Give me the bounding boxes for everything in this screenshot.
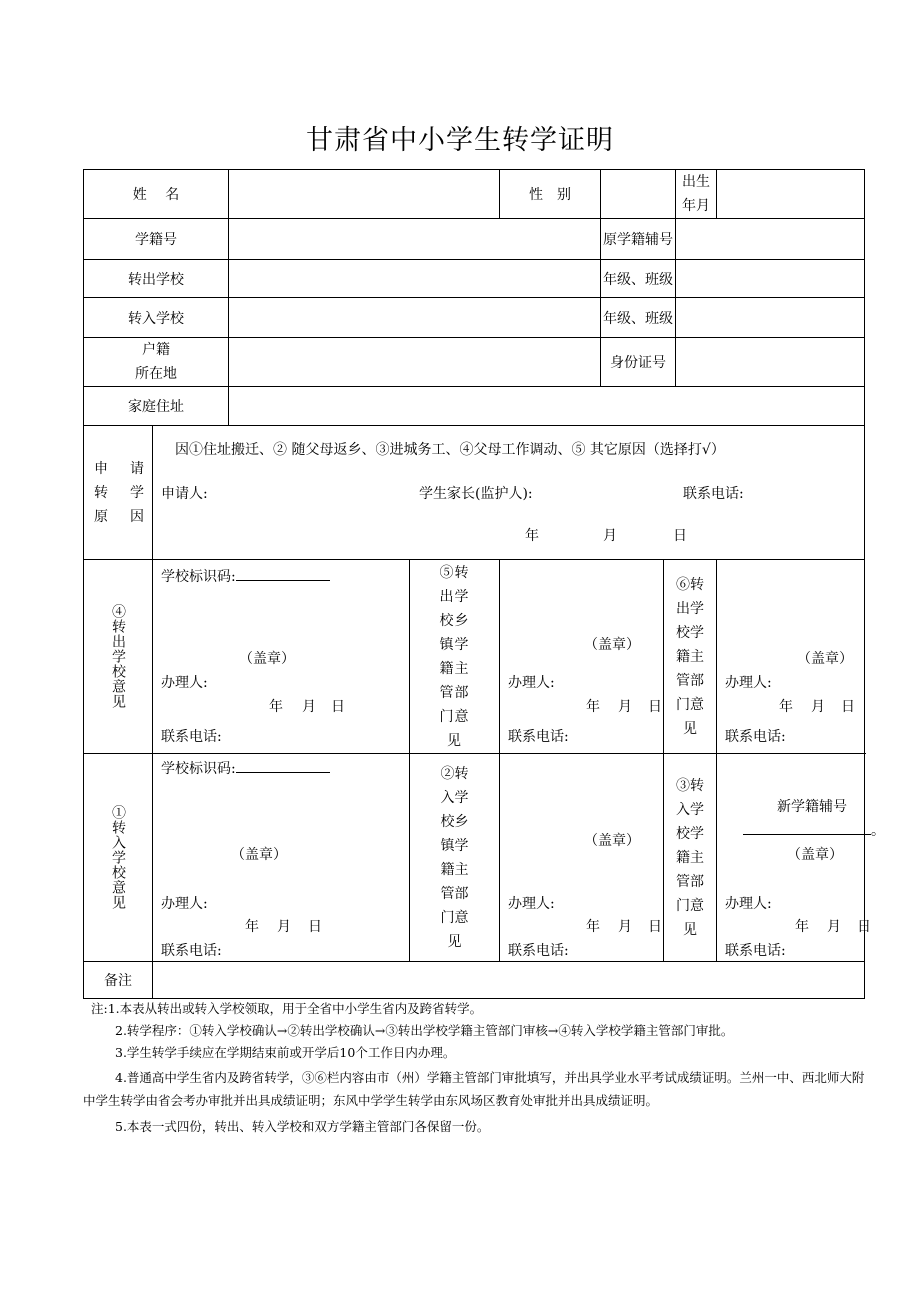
page-title: 甘肃省中小学生转学证明 [306, 125, 614, 156]
handler-label: 办理人: [725, 675, 772, 691]
seal-label: （盖章） [231, 847, 287, 863]
year-label: 年 [245, 919, 259, 935]
student-id-label: 学籍号 [84, 219, 229, 260]
month-label: 月 [618, 919, 633, 935]
seal-label: （盖章） [787, 847, 844, 863]
in-opinion-label [84, 754, 153, 962]
new-aux-id-label: 新学籍辅号 [777, 799, 848, 815]
notes [83, 998, 873, 1138]
in-school-field[interactable] [229, 298, 601, 338]
day-label: 日 [308, 919, 322, 935]
day-label: 日 [331, 699, 345, 715]
home-address-field[interactable] [229, 387, 865, 426]
day-label: 日 [648, 919, 663, 935]
orig-aux-id-field[interactable] [676, 219, 865, 260]
remarks-field[interactable] [153, 962, 865, 999]
month-label: 月 [603, 528, 617, 544]
day-label: 日 [841, 699, 856, 715]
birth-label-line2: 年月 [682, 198, 711, 214]
month-label: 月 [827, 919, 842, 935]
out-school-opinion[interactable] [153, 560, 410, 754]
handler-label: 办理人: [508, 896, 555, 912]
phone-label: 联系电话: [725, 943, 786, 959]
seal-label: （盖章） [239, 651, 295, 667]
month-label: 月 [302, 699, 316, 715]
name-field[interactable] [229, 170, 500, 219]
new-aux-id-line[interactable]: 。 [743, 820, 885, 840]
id-number-label: 身份证号 [601, 338, 676, 387]
year-label: 年 [586, 919, 601, 935]
out-school-field[interactable] [229, 260, 601, 298]
reason-label-row: 转 学 [94, 484, 144, 501]
day-label: 日 [857, 919, 872, 935]
dept5-label-text: ⑤转出学校乡镇学籍主管部门意见 [439, 564, 470, 749]
grade-class-label: 年级、班级 [601, 298, 676, 338]
phone-label: 联系电话: [725, 729, 786, 745]
note-4: 4.普通高中学生省内及跨省转学，③⑥栏内容由市（州）学籍主管部门审批填写，并出具学业水平考试成绩证明。兰州一中、西北师大附中学生转学由省会考办审批并出具成绩证明；东风中学学生转学由东风场区教育处审批并出具成绩证明。 [83, 1070, 865, 1108]
dept6-label [664, 560, 717, 754]
in-school-opinion[interactable] [153, 754, 410, 962]
school-code-line [236, 566, 330, 581]
handler-label: 办理人: [725, 896, 772, 912]
note-1: 注:1.本表从转出或转入学校领取，用于全省中小学生省内及跨省转学。 [91, 1001, 483, 1016]
school-code-label: 学校标识码: [161, 758, 330, 778]
parent-label: 学生家长(监护人): [419, 486, 533, 502]
in-grade-class-field[interactable] [676, 298, 865, 338]
handler-label: 办理人: [161, 896, 208, 912]
out-grade-class-field[interactable] [676, 260, 865, 298]
dept5-opinion[interactable] [500, 560, 664, 754]
birth-field[interactable] [717, 170, 865, 219]
reason-content[interactable] [153, 426, 865, 560]
applicant-label: 申请人: [161, 486, 208, 502]
huji-label-line2: 所在地 [135, 366, 177, 382]
huji-label-line1: 户籍 [142, 342, 170, 358]
year-label: 年 [586, 699, 601, 715]
note-3: 3.学生转学手续应在学期结束前或开学后10个工作日内办理。 [115, 1045, 456, 1060]
reason-label-row: 申 请 [94, 460, 144, 477]
handler-label: 办理人: [161, 675, 208, 691]
note-5: 5.本表一式四份，转出、转入学校和双方学籍主管部门各保留一份。 [115, 1119, 490, 1134]
dept2-label-text: ②转入学校乡镇学籍主管部门意见 [440, 765, 469, 950]
month-label: 月 [811, 699, 826, 715]
dept6-label-text: ⑥转出学校学籍主管部门意见 [676, 576, 705, 737]
reason-options[interactable]: 因①住址搬迁、② 随父母返乡、③进城务工、④父母工作调动、⑤ 其它原因（选择打√） [175, 442, 725, 458]
student-id-field[interactable] [229, 219, 601, 260]
phone-label: 联系电话: [161, 729, 222, 745]
in-opinion-label-text: ①转入学校意见 [110, 805, 126, 910]
note-2: 2.转学程序：①转入学校确认→②转出学校确认→③转出学校学籍主管部门审核→④转入学校学籍主管部门审批。 [115, 1023, 734, 1038]
dept5-label [410, 560, 500, 754]
phone-label: 联系电话: [508, 943, 569, 959]
remarks-label: 备注 [84, 962, 153, 999]
out-school-label: 转出学校 [84, 260, 229, 298]
dept3-opinion[interactable] [717, 754, 886, 962]
home-address-label: 家庭住址 [84, 387, 229, 426]
reason-body [153, 426, 864, 559]
gender-field[interactable] [601, 170, 676, 219]
dept3-label-text: ③转入学校学籍主管部门意见 [676, 777, 705, 938]
out-opinion-label [84, 560, 153, 754]
in-school-label: 转入学校 [84, 298, 229, 338]
year-label: 年 [779, 699, 794, 715]
year-label: 年 [269, 699, 283, 715]
transfer-form-table [83, 169, 886, 999]
day-label: 日 [648, 699, 663, 715]
seal-label: （盖章） [584, 637, 641, 653]
huji-label [84, 338, 229, 387]
birth-label [676, 170, 717, 219]
orig-aux-id-label: 原学籍辅号 [601, 219, 676, 260]
dept6-opinion[interactable] [717, 560, 865, 754]
month-label: 月 [618, 699, 633, 715]
id-number-field[interactable] [676, 338, 865, 387]
school-code-line [236, 758, 330, 773]
phone-label: 联系电话: [683, 486, 744, 502]
day-label: 日 [673, 528, 687, 544]
grade-class-label: 年级、班级 [601, 260, 676, 298]
out-opinion-label-text: ④转出学校意见 [110, 604, 126, 709]
school-code-label: 学校标识码: [161, 566, 330, 586]
name-label: 姓 名 [84, 170, 229, 219]
month-label: 月 [277, 919, 291, 935]
seal-label: （盖章） [797, 651, 854, 667]
phone-label: 联系电话: [508, 729, 569, 745]
reason-label [84, 426, 153, 560]
huji-field[interactable] [229, 338, 601, 387]
seal-label: （盖章） [584, 833, 641, 849]
dept2-opinion[interactable] [500, 754, 664, 962]
phone-label: 联系电话: [161, 943, 222, 959]
handler-label: 办理人: [508, 675, 555, 691]
dept3-label [664, 754, 717, 962]
gender-label: 性 别 [500, 170, 601, 219]
year-label: 年 [525, 528, 539, 544]
reason-label-row: 原 因 [94, 508, 144, 525]
dept2-label [410, 754, 500, 962]
year-label: 年 [795, 919, 810, 935]
birth-label-line1: 出生 [682, 174, 711, 190]
